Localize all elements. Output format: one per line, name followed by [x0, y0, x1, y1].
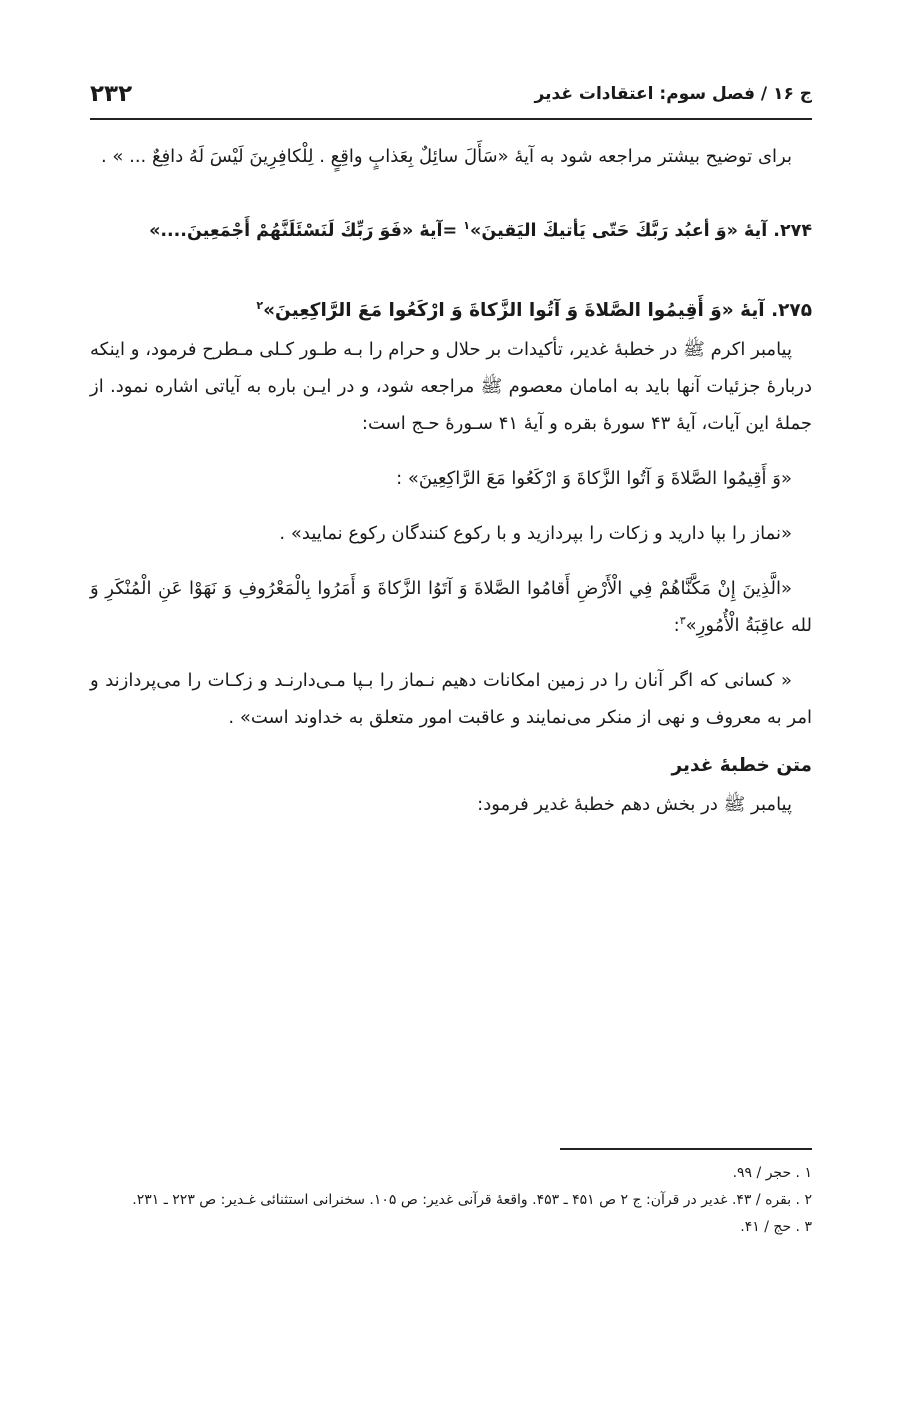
footnote-divider	[560, 1148, 812, 1150]
heading-274-text: ۲۷۴. آیۀ «وَ أعبُد رَبَّكَ حَتّی یَأتيكَ اليَقينَ»	[470, 221, 812, 241]
page-number: ۲۳۲	[90, 81, 133, 107]
translation-1: «نماز را بپا دارید و زکات را بپردازید و با رکوع کنندگان رکوع نمایید» .	[279, 523, 792, 544]
translation-2: « کسانی که اگر آنان را در زمین امکانات دهیم نـماز را بـپا مـی‌دارنـد و زکـات را می‌پردازند و امر به معروف و نهی از منکر می‌نمایند و عاقبت امور متعلق به خداوند است» .	[90, 670, 812, 728]
page	[90, 0, 812, 1405]
running-title: ج ۱۶ / فصل سوم: اعتقادات غدیر	[534, 84, 812, 104]
heading-275	[90, 291, 812, 331]
heading-275-text: ۲۷۵. آیۀ «وَ أَقِيمُوا الصَّلاةَ وَ آتُوا الزَّكاةَ وَ ارْكَعُوا مَعَ الرَّاكِعِينَ»	[263, 300, 812, 321]
footnote-ref-3[interactable]: ۳	[679, 614, 686, 627]
page-header	[90, 74, 812, 114]
footnote-1: ۱ . حجر / ۹۹.	[732, 1165, 812, 1181]
quran-quote-2-text: «الَّذِينَ إِنْ مَكَّنَّاهُمْ فِي الْأَرْضِ أَقامُوا الصَّلاةَ وَ آتَوُا الزَّكاةَ وَ أَمَرُوا بِالْمَعْرُوفِ وَ نَهَوْا عَنِ الْمُنْكَرِ وَ لله عاقِبَةُ الْأُمُورِ»	[90, 578, 812, 636]
footnotes	[90, 1160, 812, 1241]
quran-quote-1: «وَ أَقِيمُوا الصَّلاةَ وَ آتُوا الزَّكاةَ وَ ارْكَعُوا مَعَ الرَّاكِعِينَ» :	[396, 468, 792, 489]
quran-quote-2-end: :	[673, 615, 680, 636]
footnote-2: ۲ . بقره / ۴۳. غدیر در قرآن: ج ۲ ص ۴۵۱ ـ ۴۵۳. واقعۀ قرآنی غدیر: ص ۱۰۵. سخنرانی استثنائی غـدیر: ص ۲۲۳ ـ ۲۳۱.	[132, 1192, 812, 1208]
footnote-ref-1[interactable]: ۱	[463, 219, 471, 233]
main-text	[90, 138, 812, 823]
header-divider	[90, 118, 812, 120]
quran-quote-2	[90, 570, 812, 644]
paragraph-1: پیامبر اکرم ﷺ در خطبۀ غدیر، تأکیدات بر حلال و حرام را بـه طـور کـلی مـطرح فرمود، و اینکه دربارۀ جزئیات آنها باید به امامان معصوم ﷺ مراجعه شود، و در ایـن باره به آیاتی اشاره نمود. از جملۀ این آیات، آیۀ ۴۳ سورۀ بقره و آیۀ ۴۱ سـورۀ حـج است:	[90, 339, 812, 434]
heading-274-rest: =آیۀ «فَوَ رَبِّكَ لَنَسْئَلَنَّهُمْ أَجْمَعِينَ....»	[149, 221, 464, 241]
intro-paragraph: برای توضیح بیشتر مراجعه شود به آیۀ «سَأَلَ سائِلٌ بِعَذابٍ واقِعٍ . لِلْكافِرِينَ لَيْسَ لَهُ دافِعٌ ... » .	[100, 146, 792, 167]
closing-paragraph: پیامبر ﷺ در بخش دهم خطبۀ غدیر فرمود:	[477, 794, 792, 815]
heading-274	[90, 211, 812, 251]
footnote-3: ۳ . حج / ۴۱.	[740, 1219, 812, 1235]
section-title: متن خطبۀ غدیر	[671, 755, 812, 776]
footnote-ref-2[interactable]: ۲	[256, 298, 264, 312]
